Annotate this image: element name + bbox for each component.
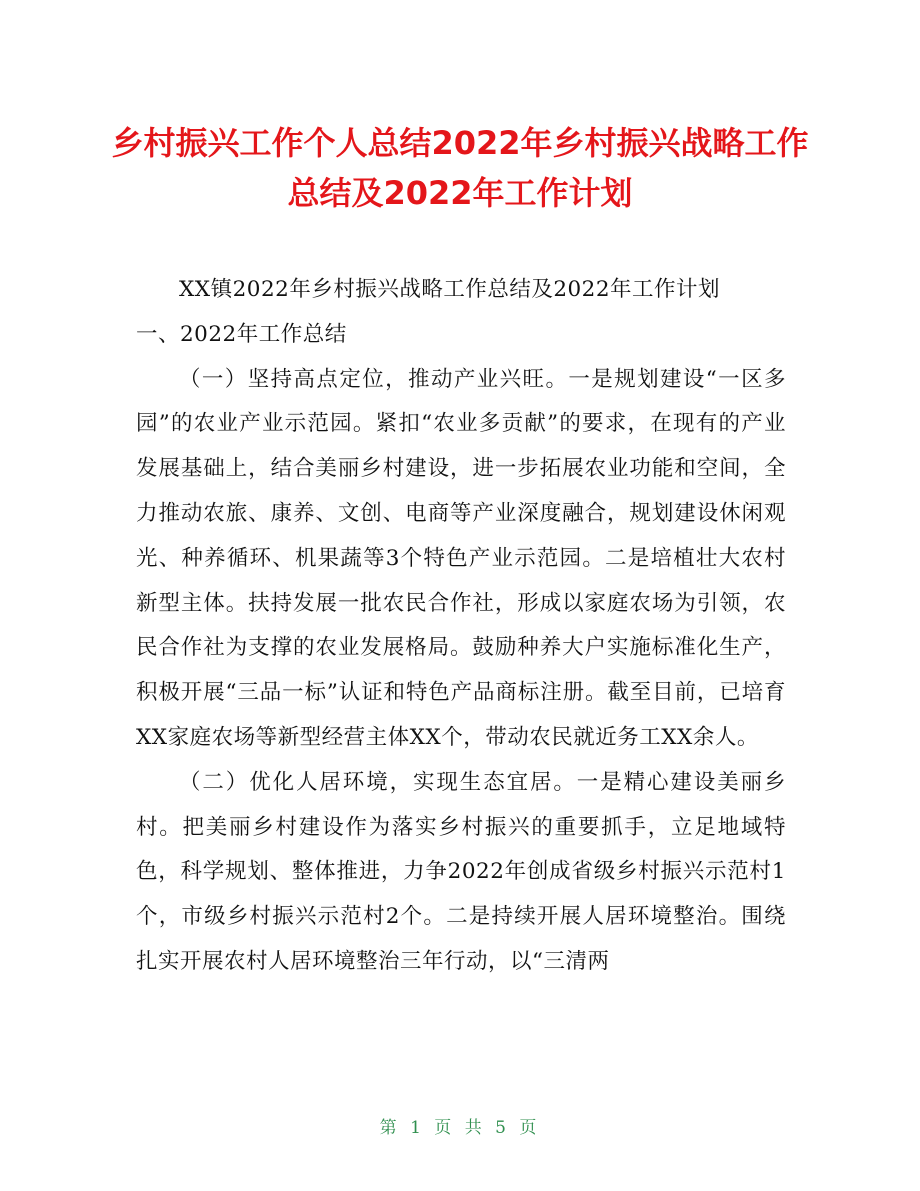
document-body xyxy=(136,268,786,985)
page-indicator: 第 1 页 共 5 页 xyxy=(379,1118,541,1138)
paragraph-2: （二）优化人居环境，实现生态宜居。一是精心建设美丽乡村。把美丽乡村建设作为落实乡村振兴的重要抓手，立足地域特色，科学规划、整体推进，力争2022年创成省级乡村振兴示范村1个，市级乡村振兴示范村2个。二是持续开展人居环境整治。围绕扎实开展农村人居环境整治三年行动，以“三清两 xyxy=(136,769,786,974)
document-title: 乡村振兴工作个人总结2022年乡村振兴战略工作总结及2022年工作计划 xyxy=(111,124,809,212)
paragraph-1: （一）坚持高点定位，推动产业兴旺。一是规划建设“一区多园”的农业产业示范园。紧扣“农业多贡献”的要求，在现有的产业发展基础上，结合美丽乡村建设，进一步拓展农业功能和空间，全力推动农旅、康养、文创、电商等产业深度融合，规划建设休闲观光、种养循环、机果蔬等3个特色产业示范园。二是培植壮大农村新型主体。扶持发展一批农民合作社，形成以家庭农场为引领，农民合作社为支撑的农业发展格局。鼓励种养大户实施标准化生产，积极开展“三品一标”认证和特色产品商标注册。截至目前，已培育XX家庭农场等新型经营主体XX个，带动农民就近务工XX余人。 xyxy=(136,366,786,750)
section-heading: 一、2022年工作总结 xyxy=(136,321,347,347)
subtitle: XX镇2022年乡村振兴战略工作总结及2022年工作计划 xyxy=(179,277,721,302)
